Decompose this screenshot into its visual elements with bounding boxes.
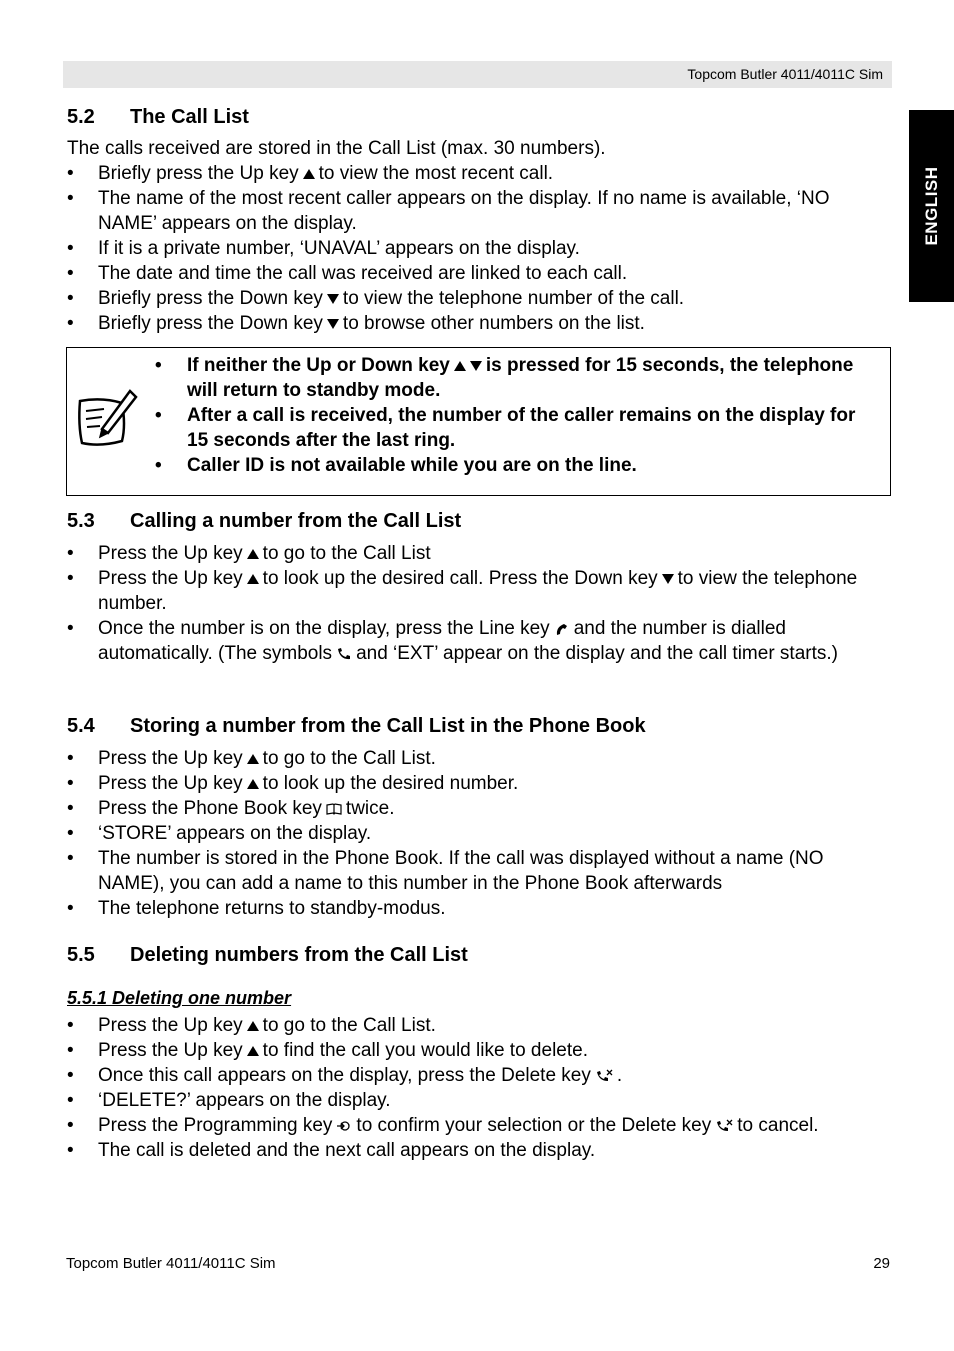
language-tab: [909, 110, 954, 302]
subsection-5-5-1-title: 5.5.1 Deleting one number: [67, 988, 292, 1008]
list-item: • ‘STORE’ appears on the display.: [67, 821, 889, 846]
list-item: • Briefly press the Down key to browse other numbers on the list.: [67, 311, 889, 336]
delete-key-icon: [715, 1119, 733, 1133]
up-key-icon: [247, 779, 259, 789]
list-item: • The number is stored in the Phone Book. If the call was displayed without a name (NO NAME), you can add a name to this number in the Phone Book afterwards: [67, 846, 889, 896]
down-key-icon: [662, 574, 674, 584]
list-item: • Once the number is on the display, press the Line key and the number is dialled automatically. (The symbols and ‘EXT’ appear on the display and the call timer starts.): [67, 616, 889, 666]
header-title: Topcom Butler 4011/4011C Sim: [687, 66, 883, 82]
up-key-icon: [454, 361, 466, 371]
up-key-icon: [247, 574, 259, 584]
list-item: • The call is deleted and the next call appears on the display.: [67, 1138, 889, 1163]
list-item: • Press the Phone Book key twice.: [67, 796, 889, 821]
up-key-icon: [247, 1021, 259, 1031]
delete-key-icon: [595, 1069, 613, 1083]
section-5-4-list: [67, 746, 889, 921]
up-key-icon: [303, 169, 315, 179]
list-item: • Briefly press the Down key to view the telephone number of the call.: [67, 286, 889, 311]
handset-icon: [336, 647, 352, 661]
section-5-2-intro: The calls received are stored in the Call List (max. 30 numbers).: [67, 138, 606, 159]
programming-key-icon: [336, 1119, 352, 1133]
list-item: • Press the Up key to go to the Call List.: [67, 746, 889, 771]
list-item: • The name of the most recent caller appears on the display. If no name is available, ‘NO NAME’ appears on the display.: [67, 186, 889, 236]
list-item: • Press the Up key to go to the Call List.: [67, 1013, 889, 1038]
up-key-icon: [247, 549, 259, 559]
section-5-5-title: 5.5 Deleting numbers from the Call List: [67, 944, 468, 966]
list-item: • The telephone returns to standby-modus.: [67, 896, 889, 921]
up-key-icon: [247, 754, 259, 764]
section-5-3-list: [67, 541, 889, 666]
up-key-icon: [247, 1046, 259, 1056]
list-item: • Press the Up key to look up the desired number.: [67, 771, 889, 796]
note-box: [66, 347, 891, 496]
list-item: • Briefly press the Up key to view the most recent call.: [67, 161, 889, 186]
down-key-icon: [327, 319, 339, 329]
note-pencil-icon: [74, 385, 138, 451]
list-item: • The date and time the call was received are linked to each call.: [67, 261, 889, 286]
note-list: [155, 353, 880, 478]
list-item: • If neither the Up or Down key is pressed for 15 seconds, the telephone will return to standby mode.: [155, 353, 880, 403]
language-tab-label: ENGLISH: [921, 166, 941, 246]
section-5-3-title: 5.3 Calling a number from the Call List: [67, 510, 462, 532]
section-5-4-title: 5.4 Storing a number from the Call List in the Phone Book: [67, 715, 646, 737]
list-item: • Press the Up key to look up the desired call. Press the Down key to view the telephone number.: [67, 566, 889, 616]
down-key-icon: [327, 294, 339, 304]
section-5-2-title: 5.2 The Call List: [67, 106, 249, 128]
list-item: • Press the Up key to find the call you would like to delete.: [67, 1038, 889, 1063]
list-item: • ‘DELETE?’ appears on the display.: [67, 1088, 889, 1113]
list-item: • Press the Programming key to confirm your selection or the Delete key to cancel.: [67, 1113, 889, 1138]
list-item: • After a call is received, the number of the caller remains on the display for 15 seconds after the last ring.: [155, 403, 880, 453]
phone-book-icon: [326, 803, 342, 815]
list-item: • Once this call appears on the display, press the Delete key .: [67, 1063, 889, 1088]
line-key-icon: [554, 621, 570, 637]
list-item: • If it is a private number, ‘UNAVAL’ appears on the display.: [67, 236, 889, 261]
list-item: • Press the Up key to go to the Call List: [67, 541, 889, 566]
down-key-icon: [470, 361, 482, 371]
footer-title: Topcom Butler 4011/4011C Sim: [66, 1255, 276, 1272]
list-item: • Caller ID is not available while you are on the line.: [155, 453, 880, 478]
section-5-5-list: [67, 1013, 889, 1163]
section-5-2-list: [67, 161, 889, 336]
page-number: 29: [873, 1255, 890, 1272]
header-bar: [63, 61, 892, 88]
